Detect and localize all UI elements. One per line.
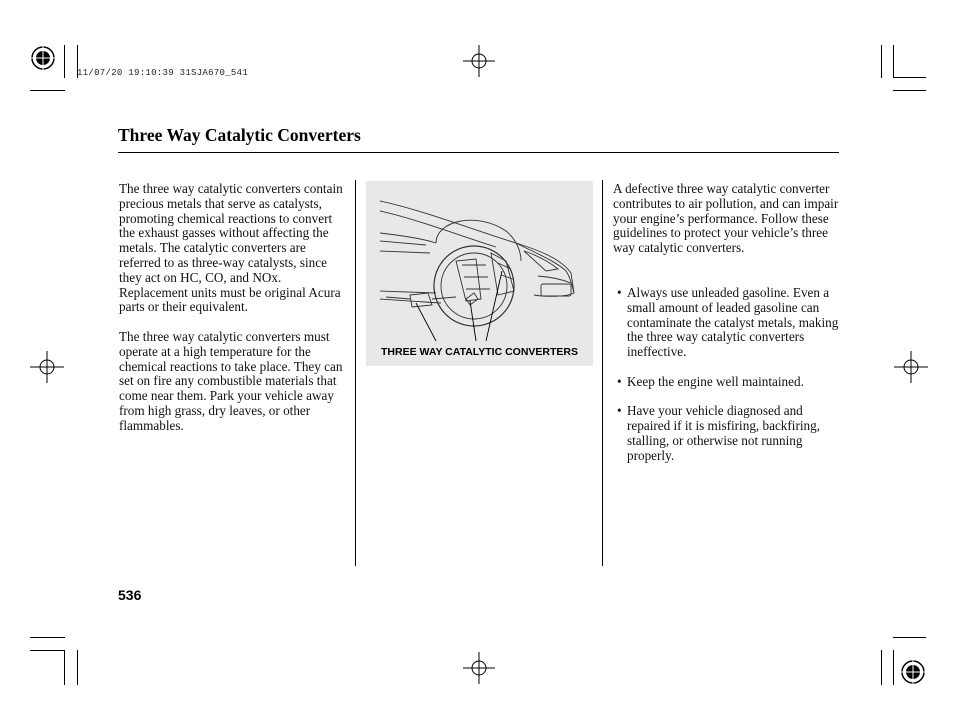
bullet-icon: • — [617, 285, 622, 300]
list-item — [617, 286, 839, 360]
column-divider — [602, 180, 603, 566]
car-underbody-illustration — [366, 181, 593, 341]
print-timestamp: 11/07/20 19:10:39 31SJA670_541 — [77, 68, 249, 78]
paragraph: The three way catalytic converters must operate at a high temperature for the chemical reactions to take place. They can set on fire any combustible materials that come near them. Park your vehicle away from high grass, dry leaves, or other flammables. — [119, 328, 343, 433]
target-circle-icon — [900, 659, 926, 685]
crosshair-icon — [463, 45, 495, 77]
bullet-icon: • — [617, 403, 622, 419]
crosshair-icon — [463, 652, 495, 684]
right-column-intro — [613, 182, 841, 256]
list-item-text: Have your vehicle diagnosed and repaired if it is misfiring, backfiring, stalling, or otherwise not running properly. — [627, 403, 820, 463]
paragraph: The three way catalytic converters contain precious metals that serve as catalysts, promoting chemical reactions to convert the exhaust gasses without affecting the metals. The catalytic converters are referred to as three-way catalysts, since they act on HC, CO, and NOx. Replacement units must be original Acura parts or their equivalent. — [119, 181, 343, 315]
page-number: 536 — [118, 587, 142, 603]
crosshair-icon — [30, 351, 64, 383]
list-item — [617, 375, 839, 390]
page-title: Three Way Catalytic Converters — [118, 125, 361, 145]
bullet-icon: • — [617, 373, 622, 389]
target-circle-icon — [30, 45, 56, 71]
column-divider — [355, 180, 356, 566]
left-column — [119, 182, 347, 434]
paragraph: A defective three way catalytic converter contributes to air pollution, and can impair your engine’s performance. Follow these guidelines to protect your vehicle’s three way catalytic converters. — [613, 181, 839, 256]
list-item — [617, 404, 839, 463]
figure — [366, 181, 593, 366]
guidelines-list — [617, 286, 839, 478]
title-divider — [118, 152, 839, 153]
list-item-text: Always use unleaded gasoline. Even a small amount of leaded gasoline can contaminate the catalyst metals, making the three way catalytic converters ineffective. — [627, 285, 839, 360]
list-item-text: Keep the engine well maintained. — [627, 373, 804, 389]
figure-caption: THREE WAY CATALYTIC CONVERTERS — [381, 346, 578, 358]
crosshair-icon — [894, 351, 928, 383]
